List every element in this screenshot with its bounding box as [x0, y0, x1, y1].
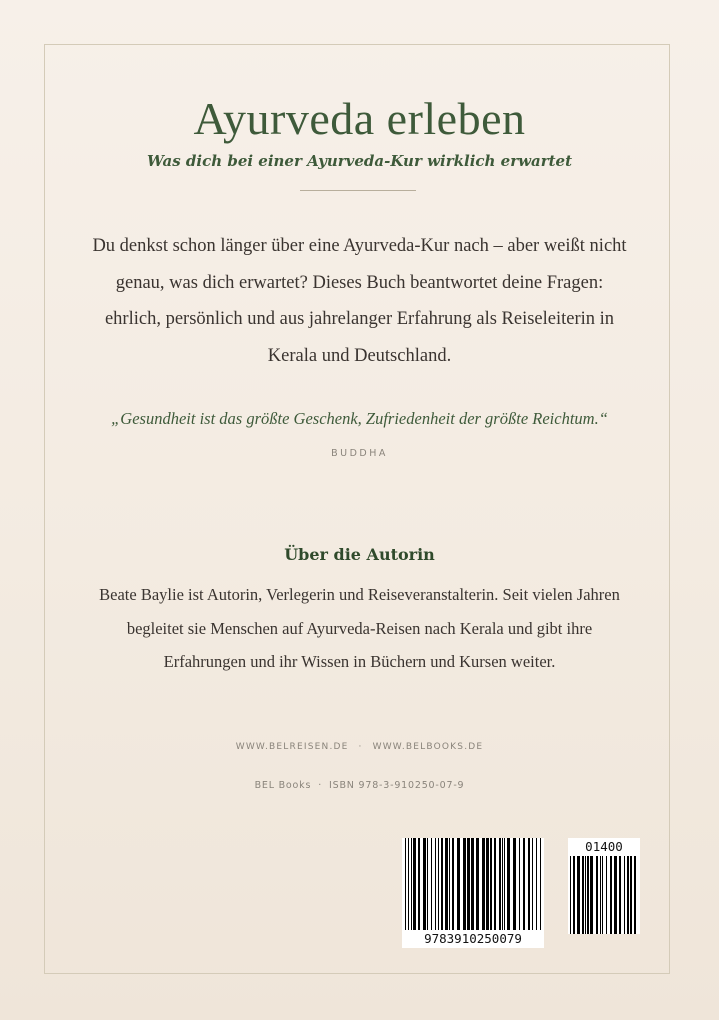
barcode-bar [570, 856, 571, 934]
quote-text: „Gesundheit ist das größte Geschenk, Zufriedenheit der größte Reichtum.“ [111, 409, 608, 428]
divider-rule [300, 190, 416, 191]
isbn-barcode [402, 838, 544, 930]
barcode-bar [486, 838, 489, 930]
barcode-bars [402, 838, 544, 930]
imprint-separator: · [318, 780, 323, 791]
website-link-belbooks[interactable]: WWW.BELBOOKS.DE [372, 742, 484, 752]
barcode-bar [630, 856, 632, 934]
barcode-bar [499, 838, 501, 930]
barcode-bar [471, 838, 474, 930]
book-title: Ayurveda erleben [193, 93, 526, 144]
barcode-bar [504, 838, 505, 930]
barcode-bar [457, 838, 460, 930]
barcode-bar [463, 838, 466, 930]
barcode-bar [573, 856, 575, 934]
barcode-bar [418, 838, 420, 930]
intro-line: Kerala und Deutschland. [267, 345, 452, 366]
barcode-bar [452, 838, 454, 930]
barcode-bar [435, 838, 436, 930]
barcode-bar [408, 838, 409, 930]
about-author-text [70, 578, 649, 679]
barcode-bar [577, 856, 580, 934]
barcode-bar [494, 838, 496, 930]
addon-digits: 01400 [568, 838, 640, 856]
addon-barcode-bars [568, 856, 640, 934]
barcode-bar [624, 856, 625, 934]
barcode-bar [413, 838, 416, 930]
barcode-bar [532, 838, 533, 930]
barcode-bar [528, 838, 530, 930]
quote-author: BUDDHA [331, 448, 388, 459]
barcode-bar [606, 856, 607, 934]
book-subtitle: Was dich bei einer Ayurveda-Kur wirklich erwartet [146, 152, 573, 170]
barcode-bar [427, 838, 428, 930]
barcode-bar [523, 838, 525, 930]
barcode-bar [445, 838, 448, 930]
barcode-bar [585, 856, 586, 934]
intro-line: ehrlich, persönlich und aus jahrelanger Erfahrung als Reiseleiterin in [104, 309, 615, 329]
imprint-line [0, 780, 719, 791]
intro-line: genau, was dich erwartet? Dieses Buch beantwortet deine Fragen: [115, 272, 604, 293]
barcode-bar [482, 838, 485, 930]
barcode-bar [619, 856, 621, 934]
barcode-bar [587, 856, 589, 934]
intro-line: Du denkst schon länger über eine Ayurveda-Kur nach – aber weißt nicht [92, 236, 627, 256]
publisher-name: BEL Books [254, 780, 312, 791]
barcode-bar [602, 856, 603, 934]
barcode-bar [596, 856, 598, 934]
barcode-bar [507, 838, 510, 930]
barcode-bar [600, 856, 601, 934]
barcode-bar [405, 838, 406, 930]
barcode-bar [513, 838, 516, 930]
barcode-bar [634, 856, 636, 934]
barcode-bar [441, 838, 443, 930]
barcode-bar [614, 856, 617, 934]
bio-line: Beate Baylie ist Autorin, Verlegerin und Reiseveranstalterin. Seit vielen Jahren [99, 585, 620, 604]
barcode-bar [590, 856, 593, 934]
barcode-bar [540, 838, 541, 930]
barcode-digits: 9783910250079 [402, 930, 544, 948]
page-frame [44, 44, 670, 974]
barcode-bar [467, 838, 470, 930]
barcode-bar [431, 838, 432, 930]
barcode-bar [438, 838, 439, 930]
barcode-bar [627, 856, 629, 934]
isbn-text: ISBN 978-3-910250-07-9 [329, 780, 465, 791]
barcode-bar [610, 856, 612, 934]
barcode-bar [536, 838, 537, 930]
barcode-bar [423, 838, 426, 930]
barcode-bar [411, 838, 412, 930]
about-author-heading: Über die Autorin [284, 545, 435, 564]
barcode-bar [582, 856, 584, 934]
intro-text [80, 228, 639, 374]
website-link-belreisen[interactable]: WWW.BELREISEN.DE [235, 742, 349, 752]
barcode-bar [519, 838, 520, 930]
barcode-bar [449, 838, 450, 930]
barcode-bar [502, 838, 503, 930]
website-links [0, 742, 719, 752]
barcode-bar [476, 838, 479, 930]
bio-line: begleitet sie Menschen auf Ayurveda-Reisen nach Kerala und gibt ihre [126, 618, 593, 638]
barcode-bar [490, 838, 492, 930]
link-separator: · [358, 742, 363, 752]
bio-line: Erfahrungen und ihr Wissen in Büchern und Kursen weiter. [163, 652, 556, 671]
addon-barcode [568, 856, 640, 934]
